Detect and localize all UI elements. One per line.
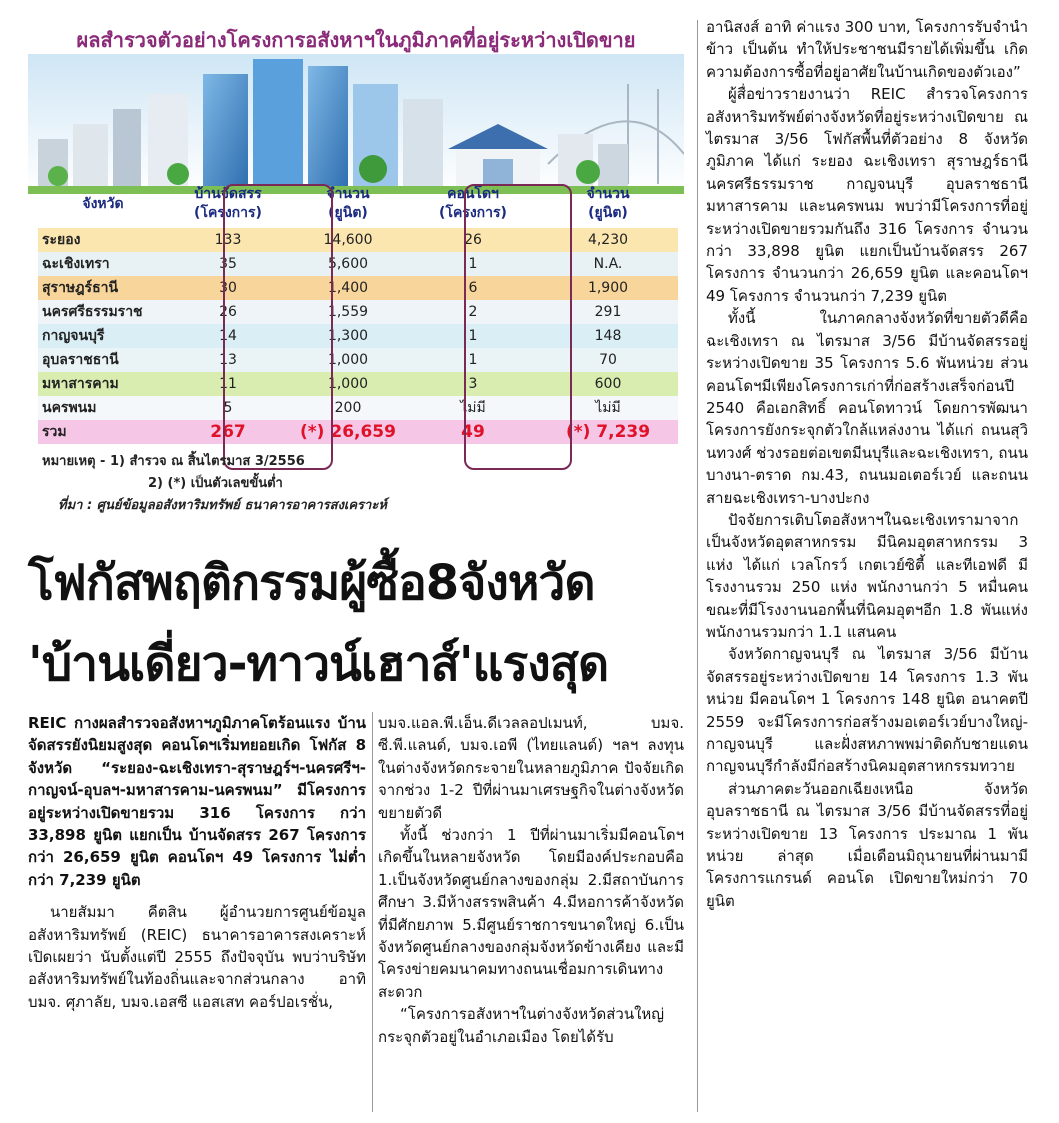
cell: 1,400: [288, 276, 408, 300]
header-housing-projects: บ้านจัดสรร (โครงการ): [194, 186, 262, 221]
header-label: จังหวัด: [82, 195, 124, 212]
article-column-1: [28, 712, 366, 1013]
cell: 13: [168, 348, 288, 372]
cell-total-label: รวม: [38, 420, 168, 444]
city-skyline-illustration: [28, 54, 684, 194]
cell: 291: [538, 300, 678, 324]
article-paragraph: บมจ.แอล.พี.เอ็น.ดีเวลลอปเมนท์, บมจ. ซี.พี.แลนด์, บมจ.เอพี (ไทยแลนด์) ฯลฯ ลงทุนในต่างจังหวัดกระจายในหลายภูมิภาค ปัจจัยเกิดจากช่วง 1-2 ปีที่ผ่านมาเศรษฐกิจในต่างจังหวัดขยายตัวดี: [378, 714, 684, 822]
cell: 14: [168, 324, 288, 348]
cell-province: กาญจนบุรี: [38, 324, 168, 348]
headline-line-1: โฟกัสพฤติกรรมผู้ซื้อ8จังหวัด: [28, 555, 595, 611]
cell: 6: [408, 276, 538, 300]
cell: 1: [408, 252, 538, 276]
table-note-2: 2) (*) เป็นตัวเลขขั้นต่ำ: [148, 476, 283, 491]
cell: 1: [408, 348, 538, 372]
table-row: [38, 396, 678, 420]
survey-table: [38, 180, 678, 444]
cell-province: อุบลราชธานี: [38, 348, 168, 372]
table-row: [38, 324, 678, 348]
article-paragraph: ผู้สื่อข่าวรายงานว่า REIC สำรวจโครงการอสังหาริมทรัพย์ต่างจังหวัดที่อยู่ระหว่างเปิดขาย ณ ไตรมาส 3/56 โฟกัสพื้นที่ตัวอย่าง 8 จังหวัดภูมิภาค ได้แก่ ระยอง ฉะเชิงเทรา สุราษฎร์ธานี นครศรีธรรมราช กาญจนบุรี อุบลราชธานี มหาสารคาม และนครพนม พบว่ามีโครงการที่อยู่ระหว่างเปิดขายรวมกันถึง 316 โครงการ จำนวนกว่า 33,898 ยูนิต แยกเป็นบ้านจัดสรร 267 โครงการ จำนวนกว่า 26,659 ยูนิต และคอนโดฯ 49 โครงการ จำนวนกว่า 7,239 ยูนิต: [706, 85, 1028, 305]
header-province: [38, 180, 168, 228]
cell-total: 267: [168, 420, 288, 444]
cell: 35: [168, 252, 288, 276]
table-row: [38, 300, 678, 324]
cell: 1,559: [288, 300, 408, 324]
table-row: [38, 252, 678, 276]
header-condo-units: จำนวน (ยูนิต): [586, 186, 630, 221]
cell: 26: [408, 228, 538, 252]
cell: 5,600: [288, 252, 408, 276]
cell: 133: [168, 228, 288, 252]
headline-line-2: 'บ้านเดี่ยว-ทาวน์เฮาส์'แรงสุด: [28, 636, 609, 692]
cell: 11: [168, 372, 288, 396]
cell: 600: [538, 372, 678, 396]
article-paragraph: อานิสงส์ อาทิ ค่าแรง 300 บาท, โครงการรับจำนำข้าว เป็นต้น ทำให้ประชาชนมีรายได้เพิ่มขึ้น เกิดความต้องการซื้อที่อยู่อาศัยในบ้านเกิดของตัวเอง”: [706, 18, 1028, 81]
cell-province: ฉะเชิงเทรา: [38, 252, 168, 276]
cell: 1,000: [288, 348, 408, 372]
table-row: [38, 372, 678, 396]
column-divider: [372, 712, 373, 1112]
survey-infographic: [28, 20, 684, 516]
header-condo-projects: คอนโดฯ (โครงการ): [439, 186, 507, 221]
article-column-3: [706, 16, 1028, 912]
cell: 5: [168, 396, 288, 420]
cell: 2: [408, 300, 538, 324]
article-paragraph: จังหวัดกาญจนบุรี ณ ไตรมาส 3/56 มีบ้านจัดสรรอยู่ระหว่างเปิดขาย 14 โครงการ 1.3 พันหน่วย มีคอนโดฯ 1 โครงการ 148 ยูนิต อนาคตปี 2559 จะมีโครงการก่อสร้างมอเตอร์เวย์บางใหญ่-กาญจนบุรี และฝั่งสหภาพพม่าติดกับชายแดนกาญจนบุรีกำลังมีก่อสร้างนิคมอุตสาหกรรมทวาย: [706, 645, 1028, 776]
cell-total: 49: [408, 420, 538, 444]
cell-province: สุราษฎร์ธานี: [38, 276, 168, 300]
column-divider: [697, 20, 698, 1112]
header-housing-units: จำนวน (ยูนิต): [326, 186, 370, 221]
table-source: ที่มา : ศูนย์ข้อมูลอสังหาริมทรัพย์ ธนาคารอาคารสงเคราะห์: [58, 498, 387, 513]
article-paragraph: ทั้งนี้ ในภาคกลางจังหวัดที่ขายตัวดีคือฉะเชิงเทรา ณ ไตรมาส 3/56 มีบ้านจัดสรรอยู่ระหว่างเปิดขาย 35 โครงการ 5.6 พันหน่วย ส่วนคอนโดฯมีเพียงโครงการเก่าที่ก่อสร้างเสร็จก่อนปี 2540 คือเอกสิทธิ์ คอนโดทาวน์ โดยการพัฒนาโครงการยังกระจุกตัวใกล้แหล่งงาน ได้แก่ ถนนสุวินทวงศ์ ช่วงรอยต่อเขตมีนบุรีและฉะเชิงเทรา, ถนนบางนา-ตราด กม.43, ถนนมอเตอร์เวย์ และถนนสายฉะเชิงเทรา-บางปะกง: [706, 309, 1028, 507]
article-paragraph: ส่วนภาคตะวันออกเฉียงเหนือ จังหวัดอุบลราชธานี ณ ไตรมาส 3/56 มีบ้านจัดสรรที่อยู่ระหว่างเปิดขาย 13 โครงการ ประมาณ 1 พันหน่วย ล่าสุด เมื่อเดือนมิถุนายนที่ผ่านมามีโครงการแกรนด์ คอนโด เปิดขายใหม่กว่า 70 ยูนิต: [706, 779, 1028, 910]
cell-province: นครศรีธรรมราช: [38, 300, 168, 324]
cell: N.A.: [538, 252, 678, 276]
cell-total: (*) 7,239: [538, 420, 678, 444]
cell: ไม่มี: [408, 396, 538, 420]
cell: 70: [538, 348, 678, 372]
cell: 1,000: [288, 372, 408, 396]
cell: 1,300: [288, 324, 408, 348]
article-paragraph: “โครงการอสังหาฯในต่างจังหวัดส่วนใหญ่กระจุกตัวอยู่ในอำเภอเมือง โดยได้รับ: [378, 1005, 665, 1046]
infographic-title: ผลสำรวจตัวอย่างโครงการอสังหาฯในภูมิภาคที่อยู่ระหว่างเปิดขาย: [76, 28, 636, 52]
cell-province: นครพนม: [38, 396, 168, 420]
table-row: [38, 348, 678, 372]
cell: 1: [408, 324, 538, 348]
article-paragraph: นายสัมมา คีตสิน ผู้อำนวยการศูนย์ข้อมูลอสังหาริมทรัพย์ (REIC) ธนาคารอาคารสงเคราะห์ เปิดเผยว่า นับตั้งแต่ปี 2555 ถึงปัจจุบัน พบว่าบริษัทอสังหาริมทรัพย์ในท้องถิ่นและจากส่วนกลาง อาทิ บมจ. ศุภาลัย, บมจ.เอสซี แอสเสท คอร์ปอเรชั่น,: [28, 903, 366, 1011]
cell: 148: [538, 324, 678, 348]
table-total-row: [38, 420, 678, 444]
table-row: [38, 276, 678, 300]
table-header-row: [38, 180, 678, 228]
cell-province: มหาสารคาม: [38, 372, 168, 396]
cell: 3: [408, 372, 538, 396]
cell-province: ระยอง: [38, 228, 168, 252]
cell: 4,230: [538, 228, 678, 252]
cell: 14,600: [288, 228, 408, 252]
cell: 26: [168, 300, 288, 324]
cell: 200: [288, 396, 408, 420]
cell: ไม่มี: [538, 396, 678, 420]
article-lead: REIC กางผลสำรวจอสังหาฯภูมิภาคโตร้อนแรง บ้านจัดสรรยังนิยมสูงสุด คอนโดฯเริ่มทยอยเกิด โฟกัส 8 จังหวัด “ระยอง-ฉะเชิงเทรา-สุราษฎร์ฯ-นครศรีฯ-กาญจน์-อุบลฯ-มหาสารคาม-นครพนม” มีโครงการอยู่ระหว่างเปิดขายรวม 316 โครงการ กว่า 33,898 ยูนิต แยกเป็น บ้านจัดสรร 267 โครงการ กว่า 26,659 ยูนิต คอนโดฯ 49 โครงการ ไม่ต่ำกว่า 7,239 ยูนิต: [28, 714, 366, 889]
cell: 30: [168, 276, 288, 300]
article-paragraph: ปัจจัยการเติบโตอสังหาฯในฉะเชิงเทรามาจากเป็นจังหวัดอุตสาหกรรม มีนิคมอุตสาหกรรม 3 แห่ง ได้แก่ เวลโกรว์ เกตเวย์ซิตี้ และทีเอฟดี มีโรงงานรวม 250 แห่ง พนักงานกว่า 5 หมื่นคน ขณะที่มีโรงงานนอกพื้นที่นิคมอุตฯอีก 1.8 พันแห่ง พนักงานรวมกว่า 1.1 แสนคน: [706, 510, 1028, 641]
article-paragraph: ทั้งนี้ ช่วงกว่า 1 ปีที่ผ่านมาเริ่มมีคอนโดฯ เกิดขึ้นในหลายจังหวัด โดยมีองค์ประกอบคือ 1.เป็นจังหวัดศูนย์กลางของกลุ่ม 2.มีสถาบันการศึกษา 3.มีห้างสรรพสินค้า 4.มีหอการค้าจังหวัดที่มีศักยภาพ 5.มีศูนย์ราชการขนาดใหญ่ 6.เป็นจังหวัดศูนย์กลางของกลุ่มจังหวัดข้างเคียง และมีโครงข่ายคมนาคมทางถนนเชื่อมการเดินทางสะดวก: [378, 826, 684, 1001]
cell: 1,900: [538, 276, 678, 300]
article-column-2: [378, 712, 684, 1048]
cell-total: (*) 26,659: [288, 420, 408, 444]
table-note-1: หมายเหตุ - 1) สำรวจ ณ สิ้นไตรมาส 3/2556: [42, 454, 305, 469]
table-row: [38, 228, 678, 252]
